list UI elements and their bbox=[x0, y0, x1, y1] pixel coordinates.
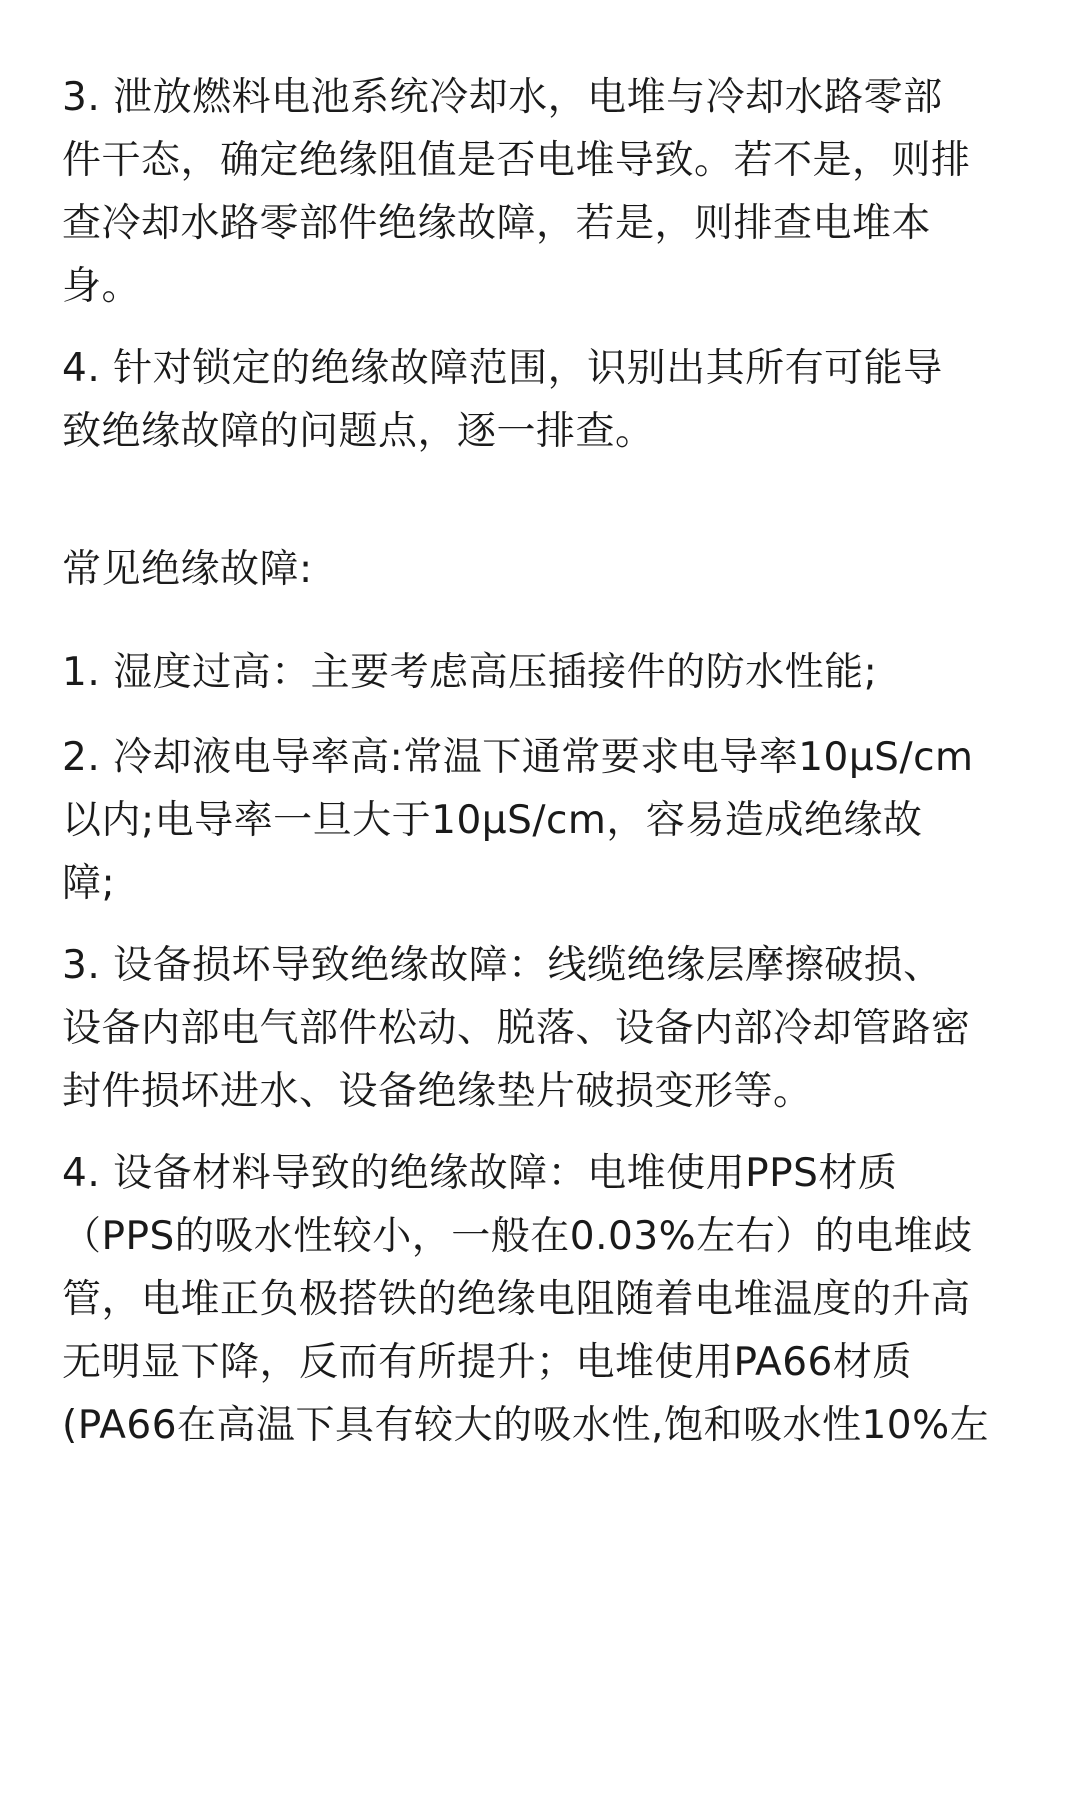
step4-line-1: 4. 针对锁定的绝缘故障范围，识别出其所有可能导 bbox=[62, 346, 943, 391]
fault3-line-2: 设备内部电气部件松动、脱落、设备内部冷却管路密 bbox=[62, 1006, 971, 1051]
fault3-line-1: 3. 设备损坏导致绝缘故障：线缆绝缘层摩擦破损、 bbox=[62, 943, 943, 988]
fault4-line-1: 4. 设备材料导致的绝缘故障：电堆使用PPS材质 bbox=[62, 1151, 898, 1196]
step3-line-3: 查冷却水路零部件绝缘故障，若是，则排查电堆本 bbox=[62, 201, 932, 246]
fault1-line-1: 1. 湿度过高：主要考虑高压插接件的防水性能; bbox=[62, 650, 878, 695]
fault3-line-3: 封件损坏进水、设备绝缘垫片破损变形等。 bbox=[62, 1069, 813, 1114]
step4-line-2: 致绝缘故障的问题点，逐一排查。 bbox=[62, 409, 655, 454]
fault4-line-3: 管，电堆正负极搭铁的绝缘电阻随着电堆温度的升高 bbox=[62, 1277, 971, 1322]
fault2-line-1: 2. 冷却液电导率高:常温下通常要求电导率10μS/cm bbox=[62, 735, 974, 780]
fault2-line-3: 障; bbox=[62, 861, 116, 906]
fault4-line-4: 无明显下降，反而有所提升；电堆使用PA66材质 bbox=[62, 1340, 912, 1385]
step3-line-4: 身。 bbox=[62, 264, 142, 309]
section-heading: 常见绝缘故障: bbox=[62, 547, 313, 592]
step3-line-2: 件干态，确定绝缘阻值是否电堆导致。若不是，则排 bbox=[62, 138, 971, 183]
fault4-line-2: （PPS的吸水性较小，一般在0.03%左右）的电堆歧 bbox=[62, 1214, 973, 1259]
fault4-line-5: (PA66在高温下具有较大的吸水性,饱和吸水性10%左 bbox=[62, 1403, 990, 1448]
fault2-line-2: 以内;电导率一旦大于10μS/cm，容易造成绝缘故 bbox=[62, 798, 923, 843]
step3-line-1: 3. 泄放燃料电池系统冷却水，电堆与冷却水路零部 bbox=[62, 75, 943, 120]
